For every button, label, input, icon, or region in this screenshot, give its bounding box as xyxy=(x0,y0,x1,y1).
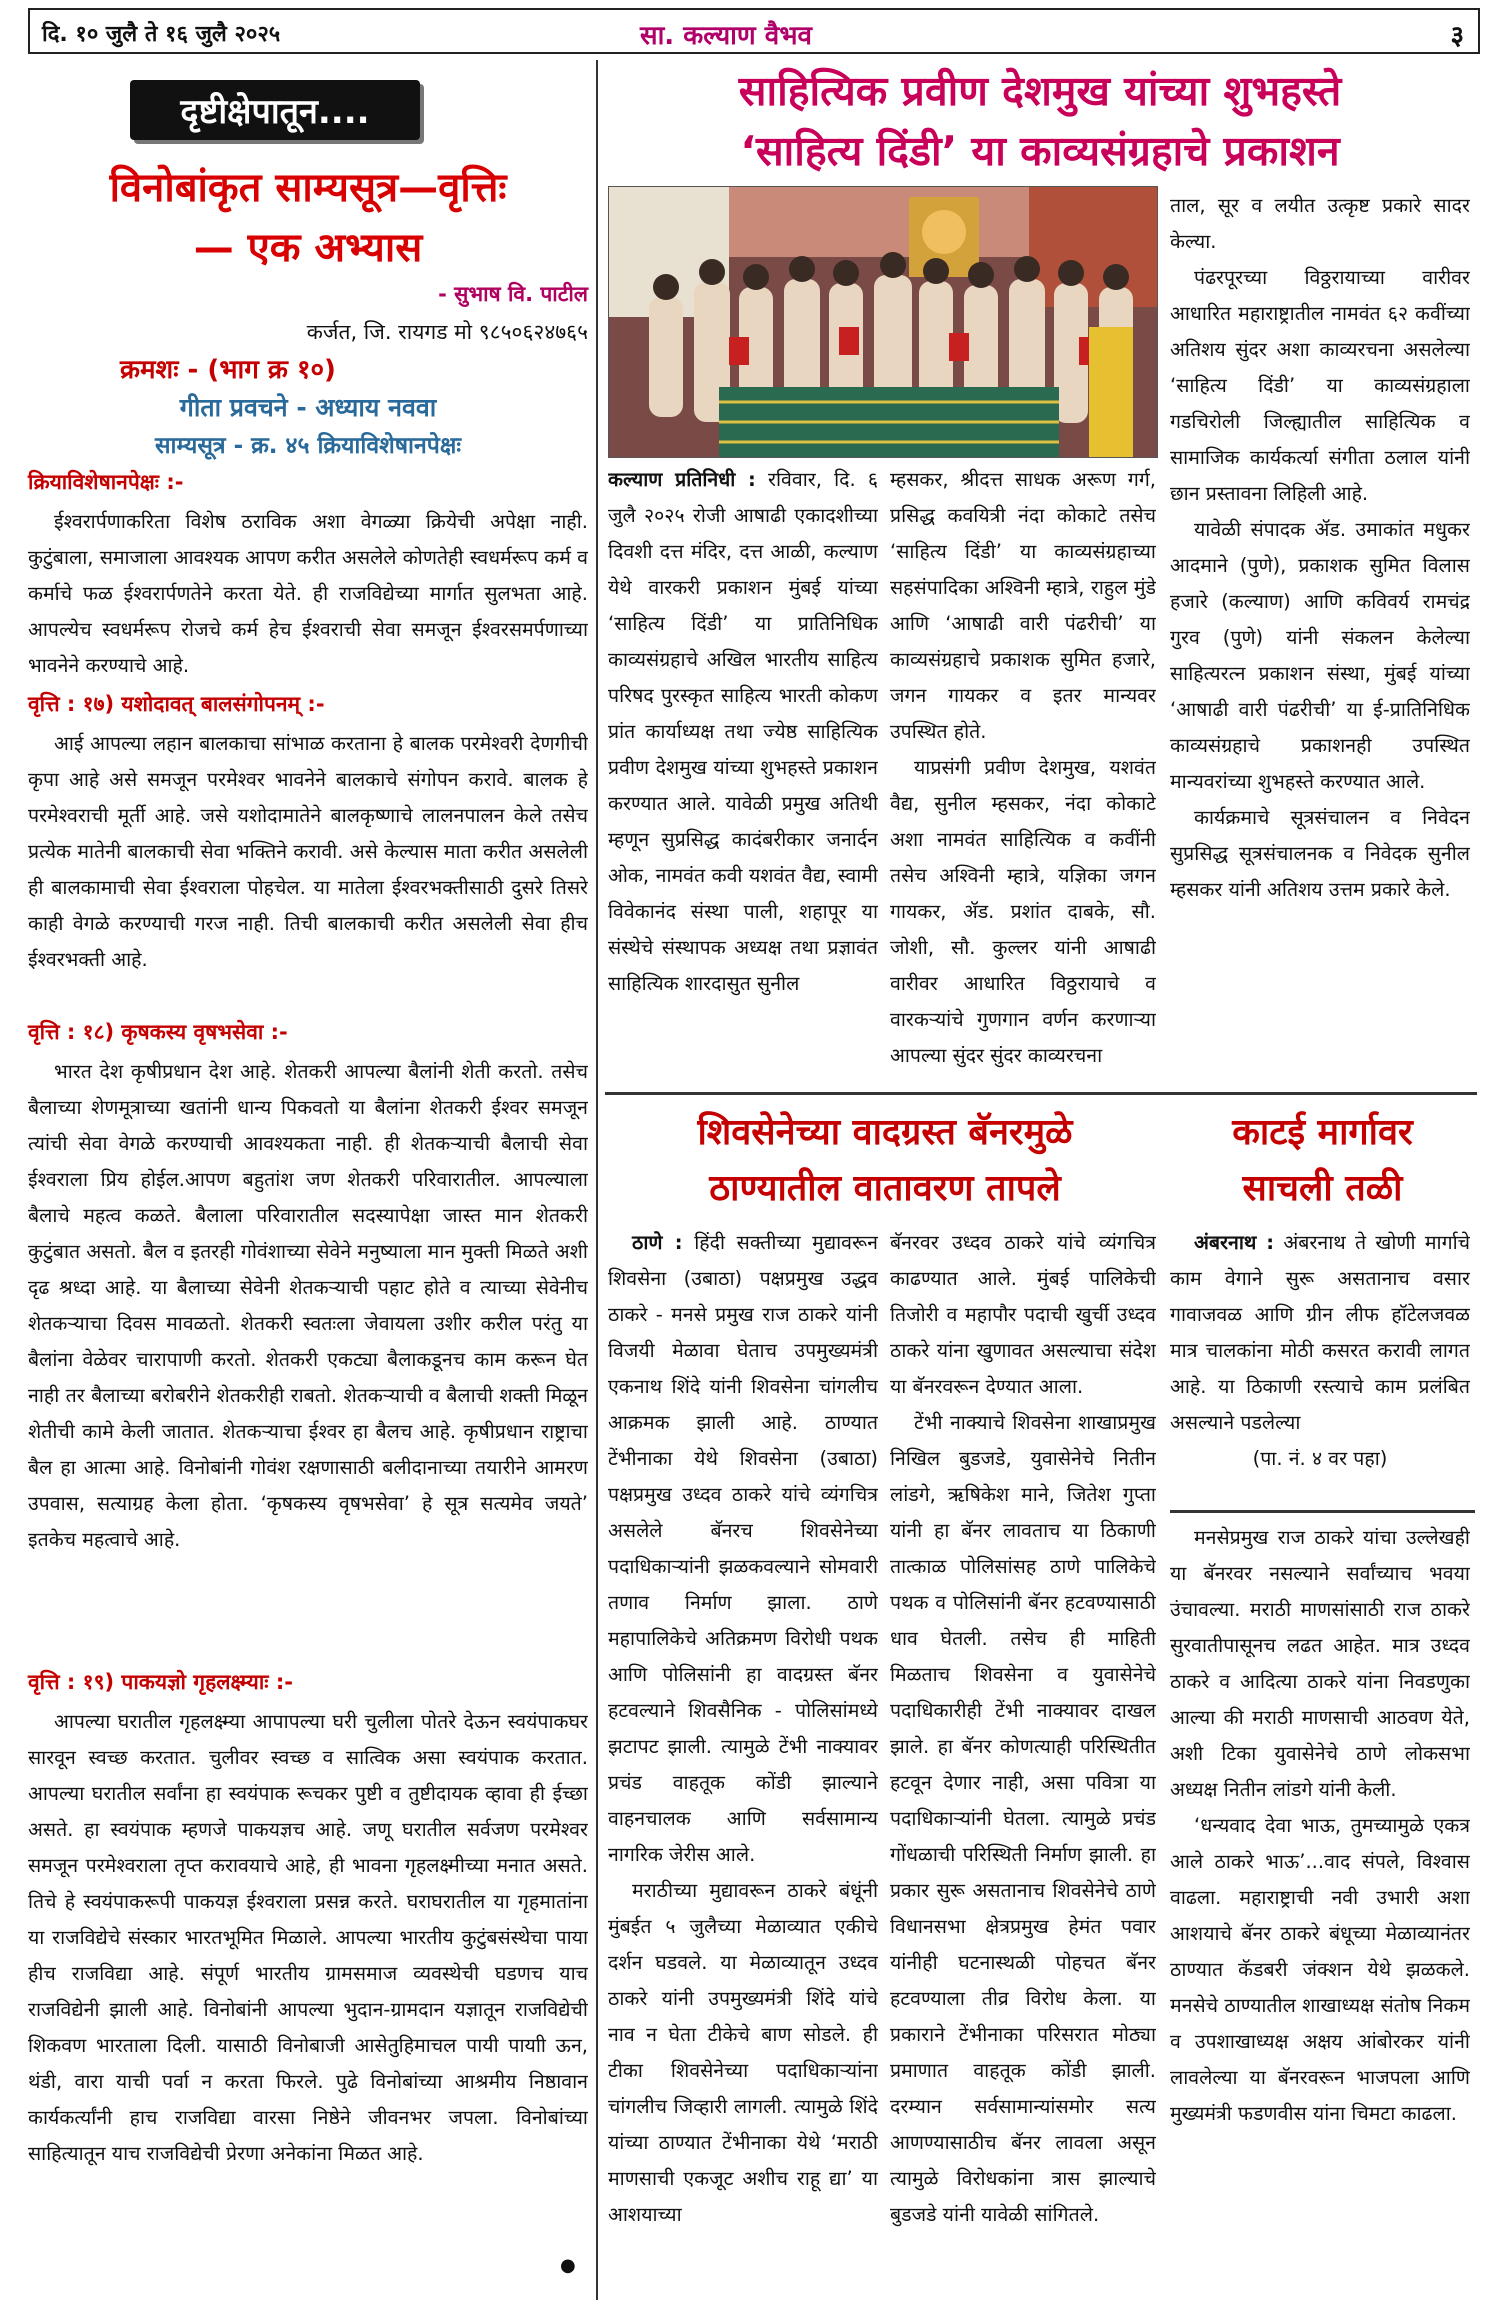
page-header xyxy=(28,8,1480,54)
banner-story-col2 xyxy=(890,1225,1156,2300)
section-heading-1: क्रियाविशेषानपेक्षः :- xyxy=(28,470,184,494)
banner-col1b-text: मराठीच्या मुद्यावरून ठाकरे बंधूंनी मुंबईत ५ जुलैच्या मेळाव्यात एकीचे दर्शन घडवले. या मेळाव्यातून उध्दव ठाकरे यांनी उपमुख्यमंत्री शिंदे यांचे नाव न घेता टीकेचे बाण सोडले. ही टीका शिवसेनेच्या पदाधिकाऱ्यांना चांगलीच जिव्हारी लागली. त्यामुळे शिंदे यांच्या ठाण्यात टेंभीनाका येथे ‘मराठी माणसाची एकजूट अशीच राहू द्या’ या आशयाच्या xyxy=(608,1879,878,2226)
issue-date: दि. १० जुलै ते १६ जुलै २०२५ xyxy=(42,22,281,47)
dateline: कल्याण प्रतिनिधी : xyxy=(608,468,756,491)
banner-dateline: ठाणे : xyxy=(632,1231,683,1254)
katai-story-body xyxy=(1170,1225,1470,1505)
banner-title-line1: शिवसेनेच्या वादग्रस्त बॅनरमुळे xyxy=(697,1112,1073,1153)
article-end-mark: ● xyxy=(560,2255,576,2276)
banner-story-col3 xyxy=(1170,1520,1470,2300)
left-title-line2: — एक अभ्यास xyxy=(193,225,423,271)
subheading-1: गीता प्रवचने - अध्याय नववा xyxy=(179,393,437,422)
banner-story-col1 xyxy=(608,1225,878,2300)
section-heading-2: वृत्ति : १७) यशोदावत् बालसंगोपनम् :- xyxy=(28,692,325,716)
author: - सुभाष वि. पाटील xyxy=(438,282,588,306)
section-heading-3: वृत्ति : १८) कृषकस्य वृषभसेवा :- xyxy=(28,1020,288,1044)
top-story-col3d-text: कार्यक्रमाचे सूत्रसंचालन व निवेदन सुप्रसिद्ध सूत्रसंचालनक व निवेदक सुनील म्हसकर यांनी अतिशय उत्तम प्रकारे केले. xyxy=(1170,806,1470,901)
paragraph-4: आपल्या घरातील गृहलक्ष्म्या आपापल्या घरी चुलीला पोतरे देऊन स्वयंपाकघर सारवून स्वच्छ करतात. चुलीवर स्वच्छ व सात्विक असा स्वयंपाक करतात. आपल्या घरातील सर्वांना हा स्वयंपाक रूचकर पुष्टी व तुष्टीदायक व्हावा ही ईच्छा असते. हा स्वयंपाक म्हणजे पाकयज्ञच आहे. जणू घरातील सर्वजण परमेश्वर समजून परमेश्वराला तृप्त करावयाचे आहे, ही भावना गृहलक्ष्मीच्या मनात असते. तिचे हे स्वयंपाकरूपी पाकयज्ञ ईश्वराला प्रसन्न करते. घराघरातील या गृहमातांना या राजविद्येचे संस्कार भारतभूमित मिळाले. आपल्या भारतीय कुटुंबसंस्थेचा पाया हीच राजविद्या आहे. संपूर्ण भारतीय ग्रामसमाज व्यवस्थेची घडणच याच राजविद्येनी झाली आहे. विनोबांनी आपल्या भुदान-ग्रामदान यज्ञातून राजविद्येची शिकवण भारताला दिली. यासाठी विनोबाजी आसेतुहिमाचल पायी पायाी ऊन, थंडी, वारा याची पर्वा न करता फिरले. पुढे विनोबांच्या आश्रमीय निष्ठावान कार्यकर्त्यांनी हाच राजविद्या वारसा निष्ठेने जीवनभर जपला. विनोबांच्या साहित्यातून याच राजविद्येची प्रेरणा अनेकांना मिळत आहे. xyxy=(28,1710,588,2165)
section-heading-4: वृत्ति : १९) पाकयज्ञो गृहलक्ष्म्याः :- xyxy=(28,1670,293,1694)
section-tag: दृष्टीक्षेपातून.... xyxy=(130,80,420,140)
banner-col2-text: बॅनरवर उध्दव ठाकरे यांचे व्यंगचित्र काढण्यात आले. मुंबई पालिकेची तिजोरी व महापौर पदाची खुर्ची उध्दव ठाकरे यांना खुणावत असल्याचा संदेश या बॅनरवरून देण्यात आला. xyxy=(890,1231,1156,1398)
series-label: क्रमशः - (भाग क्र १०) xyxy=(120,355,336,385)
subheading-2: साम्यसूत्र - क्र. ४५ क्रियाविशेषानपेक्षः xyxy=(155,433,461,459)
katai-title-line1: काटई मार्गावर xyxy=(1232,1112,1413,1153)
katai-body-text: अंबरनाथ ते खोणी मार्गाचे काम वेगाने सुरू असतानाच वसार गावाजवळ आणि ग्रीन लीफ हॉटेलजवळ मात्र चालकांना मोठी कसरत करावी लागत आहे. या ठिकाणी रस्त्याचे काम प्रलंबित असल्याने पडलेल्या xyxy=(1170,1231,1470,1434)
book-launch-photo xyxy=(609,187,1157,457)
top-story-title-line1: साहित्यिक प्रवीण देशमुख यांच्या शुभहस्ते xyxy=(738,67,1342,115)
page-number: ३ xyxy=(1450,21,1464,51)
banner-col3b-text: ‘धन्यवाद देवा भाऊ, तुमच्यामुळे एकत्र आले ठाकरे भाऊ’...वाद संपले, विश्वास वाढला. महाराष्ट्राची नवी उभारी अशा आशयाचे बॅनर ठाकरे बंधूच्या मेळाव्यानंतर ठाण्यात कॅडबरी जंक्शन येथे झळकले. मनसेचे ठाण्यातील शाखाध्यक्ष संतोष निकम व उपशाखाध्यक्ष अक्षय आंबोरकर यांनी लावलेल्या या बॅनरवरून भाजपला आणि मुख्यमंत्री फडणवीस यांना चिमटा काढला. xyxy=(1170,1814,1470,2125)
top-story-col3 xyxy=(1170,188,1470,1088)
katai-dateline: अंबरनाथ : xyxy=(1194,1231,1275,1254)
banner-title-line2: ठाण्यातील वातावरण तापले xyxy=(709,1168,1061,1209)
katai-title-line2: साचली तळी xyxy=(1242,1168,1403,1209)
newspaper-name: सा. कल्याण वैभव xyxy=(640,21,812,51)
left-title-line1: विनोबांकृत साम्यसूत्र—वृत्तिः xyxy=(109,165,507,211)
top-story-col1 xyxy=(608,462,878,1084)
event-photo xyxy=(608,186,1158,458)
paragraph-3: भारत देश कृषीप्रधान देश आहे. शेतकरी आपल्या बैलांनी शेती करतो. तसेच बैलाच्या शेणमूत्राच्या खतांनी धान्य पिकवतो या बैलांना शेतकरी ईश्वर समजून त्यांची सेवा वेगळे करण्याची आवश्यकता नाही. ही शेतकऱ्याची बैलाची सेवा ईश्वराला प्रिय होईल.आपण बहुतांश जण शेतकरी परिवारातील. आपल्याला बैलाचे महत्व कळते. बैलाला परिवारातील सदस्यापेक्षा जास्त मान शेतकरी कुटुंबात असतो. बैल व इतरही गोवंशाच्या सेवेने मनुष्याला मान मुक्ती मिळते अशी दृढ श्रध्दा आहे. या बैलाच्या सेवेनी शेतकऱ्याची पहाट होते व त्याच्या सेवेनीच शेतकऱ्याचा दिवस मावळतो. शेतकरी स्वतःला जेवायला उशीर करील परंतु या बैलांना वेळेवर चारापाणी करतो. शेतकरी एकट्या बैलाकडूनच काम करून घेत नाही तर बैलाच्या बरोबरीने शेतकरीही राबतो. शेतकऱ्याची व बैलाची शक्ती मिळून शेतीची कामे केली जातात. शेतकऱ्याचा ईश्वर हा बैलच आहे. कृषीप्रधान राष्ट्राचा बैल हा आत्मा आहे. विनोबांनी गोवंश रक्षणासाठी बलीदानाच्या तयारीने आमरण उपवास, सत्याग्रह केला होता. ‘कृषकस्य वृषभसेवा’ हे सूत्र सत्यमेव जयते’ इतकेच महत्वाचे आहे. xyxy=(28,1060,588,1551)
top-story-col2 xyxy=(890,462,1156,1084)
paragraph-2: आई आपल्या लहान बालकाचा सांभाळ करताना हे बालक परमेश्वरी देणगीची कृपा आहे असे समजून परमेश्वर भावनेने बालकाचे संगोपन करावे. बालक हे परमेश्वराची मूर्ती आहे. जसे यशोदामातेने बालकृष्णाचे लालनपालन केले तसेच प्रत्येक मातेनी बालकाची सेवा भक्तिने करावी. असे केल्यास माता करीत असलेली ही बालकामाची सेवा ईश्वराला पोहचेल. या मातेला ईश्वरभक्तीसाठी दुसरे तिसरे काही वेगळे करण्याची गरज नाही. तिची बालकाची करीत असलेली सेवा हीच ईश्वरभक्ती आहे. xyxy=(28,732,588,971)
banner-col1-text: हिंदी सक्तीच्या मुद्यावरून शिवसेना (उबाठा) पक्षप्रमुख उद्धव ठाकरे - मनसे प्रमुख राज ठाकरे यांनी विजयी मेळावा घेताच उपमुख्यमंत्री एकनाथ शिंदे यांनी शिवसेना चांगलीच आक्रमक झाली आहे. ठाण्यात टेंभीनाका येथे शिवसेना (उबाठा) पक्षप्रमुख उध्दव ठाकरे यांचे व्यंगचित्र असलेले बॅनरच शिवसेनेच्या पदाधिकाऱ्यांनी झळकवल्याने सोमवारी तणाव निर्माण झाला. ठाणे महापालिकेचे अतिक्रमण विरोधी पथक आणि पोलिसांनी हा वादग्रस्त बॅनर हटवल्याने शिवसैनिक - पोलिसांमध्ये झटापट झाली. त्यामुळे टेंभी नाक्यावर प्रचंड वाहतूक कोंडी झाल्याने वाहनचालक आणि सर्वसामान्य नागरिक जेरीस आले. xyxy=(608,1231,878,1866)
author-place: कर्जत, जि. रायगड मो ९८५०६२४७६५ xyxy=(306,320,588,344)
column-divider xyxy=(596,60,598,2300)
left-article-title xyxy=(28,158,588,278)
banner-col2b-text: टेंभी नाक्याचे शिवसेना शाखाप्रमुख निखिल बुडजडे, युवासेनेचे नितीन लांडगे, ऋषिकेश माने, जितेश गुप्ता यांनी हा बॅनर लावताच या ठिकाणी तात्काळ पोलिसांसह ठाणे पालिकेचे पथक व पोलिसांनी बॅनर हटवण्यासाठी धाव घेतली. तसेच ही माहिती मिळताच शिवसेना व युवासेनेचे पदाधिकारीही टेंभी नाक्यावर दाखल झाले. हा बॅनर कोणत्याही परिस्थितीत हटवून देणार नाही, असा पवित्रा या पदाधिकाऱ्यांनी घेतला. त्यामुळे प्रचंड गोंधळाची परिस्थिती निर्माण झाली. हा प्रकार सुरू असतानाच शिवसेनेचे ठाणे विधानसभा क्षेत्रप्रमुख हेमंत पवार यांनीही घटनास्थळी पोहचत बॅनर हटवण्याला तीव्र विरोध केला. या प्रकाराने टेंभीनाका परिसरात मोठ्या प्रमाणात वाहतूक कोंडी झाली. दरम्यान सर्वसामान्यांसमोर सत्य आणण्यासाठीच बॅनर लावला असून त्यामुळे विरोधकांना त्रास झाल्याचे बुडजडे यांनी यावेळी सांगितले. xyxy=(890,1411,1156,2226)
top-story-title-line2: ‘साहित्य दिंडी’ या काव्यसंग्रहाचे प्रकाशन xyxy=(740,127,1340,175)
top-story-col3a-text: ताल, सूर व लयीत उत्कृष्ट प्रकारे सादर केल्या. xyxy=(1170,194,1470,253)
katai-divider xyxy=(1170,1510,1475,1513)
paragraph-1: ईश्वरार्पणाकरिता विशेष ठराविक अशा वेगळ्या क्रियेची अपेक्षा नाही. कुटुंबाला, समाजाला आवश्यक आपण करीत असलेले कोणतेही स्वधर्मरूप कर्म व कर्माचे फळ ईश्वरार्पणतेने करता येते. ही राजविद्येच्या मार्गात सुलभता आहे. आपल्येच स्वधर्मरूप रोजचे कर्म हेच ईश्वराची सेवा समजून ईश्वरसमर्पणाच्या भावनेने करण्याचे आहे. xyxy=(28,510,588,677)
banner-story-title xyxy=(600,1105,1170,1217)
top-story-col3c-text: यावेळी संपादक ॲड. उमाकांत मधुकर आदमाने (पुणे), प्रकाशक सुमित विलास हजारे (कल्याण) आणि कविवर्य रामचंद्र गुरव (पुणे) यांनी संकलन केलेल्या साहित्यरत्न प्रकाशन संस्था, मुंबई यांच्या ‘आषाढी वारी पंढरीची’ या ई-प्रातिनिधिक काव्यसंग्रहाचे प्रकाशनही उपस्थित मान्यवरांच्या शुभहस्ते करण्यात आले. xyxy=(1170,518,1470,793)
katai-story-title xyxy=(1170,1105,1475,1217)
top-story-col1-text: रविवार, दि. ६ जुलै २०२५ रोजी आषाढी एकादशीच्या दिवशी दत्त मंदिर, दत्त आळी, कल्याण येथे वारकरी प्रकाशन मुंबई यांच्या ‘साहित्य दिंडी’ या प्रातिनिधिक काव्यसंग्रहाचे अखिल भारतीय साहित्य परिषद पुरस्कृत साहित्य भारती कोकण प्रांत कार्याध्यक्ष तथा ज्येष्ठ साहित्यिक प्रवीण देशमुख यांच्या शुभहस्ते प्रकाशन करण्यात आले. यावेळी प्रमुख अतिथी म्हणून सुप्रसिद्ध कादंबरीकार जनार्दन ओक, नामवंत कवी यशवंत वैद्य, स्वामी विवेकानंद संस्था पाली, शहापूर या संस्थेचे संस्थापक अध्यक्ष तथा प्रज्ञावंत साहित्यिक शारदासुत सुनील xyxy=(608,468,878,995)
story-divider xyxy=(605,1092,1477,1095)
continued-note: (पा. नं. ४ वर पहा) xyxy=(1252,1447,1388,1470)
top-story-col2-text: म्हसकर, श्रीदत्त साधक अरूण गर्ग, प्रसिद्ध कवयित्री नंदा कोकाटे तसेच ‘साहित्य दिंडी’ या काव्यसंग्रहाच्या सहसंपादिका अश्विनी म्हात्रे, राहुल मुंडे आणि ‘आषाढी वारी पंढरीची’ या काव्यसंग्रहाचे प्रकाशक सुमित हजारे, जगन गायकर व इतर मान्यवर उपस्थित होते. xyxy=(890,468,1156,743)
top-story-col2b-text: याप्रसंगी प्रवीण देशमुख, यशवंत वैद्य, सुनील म्हसकर, नंदा कोकाटे अशा नामवंत साहित्यिक व कवींनी तसेच अश्विनी म्हात्रे, यज्ञिका जगन गायकर, ॲड. प्रशांत दाबके, सौ. जोशी, सौ. कुल्लर यांनी आषाढी वारीवर आधारित विठ्ठरायाचे व वारकऱ्यांचे गुणगान वर्णन करणाऱ्या आपल्या सुंदर सुंदर काव्यरचना xyxy=(890,756,1156,1067)
top-story-col3b-text: पंढरपूरच्या विठ्ठरायाच्या वारीवर आधारित महाराष्ट्रातील नामवंत ६२ कवींच्या अतिशय सुंदर अशा काव्यरचना असलेल्या ‘साहित्य दिंडी’ या काव्यसंग्रहाला गडचिरोली जिल्ह्यातील साहित्यिक व सामाजिक कार्यकर्त्या संगीता ठलाल यांनी छान प्रस्तावना लिहिली आहे. xyxy=(1170,266,1470,505)
banner-col3-text: मनसेप्रमुख राज ठाकरे यांचा उल्लेखही या बॅनरवर नसल्याने सर्वांच्याच भवया उंचावल्या. मराठी माणसांसाठी राज ठाकरे सुरवातीपासूनच लढत आहेत. मात्र उध्दव ठाकरे व आदित्या ठाकरे यांना निवडणुका आल्या की मराठी माणसाची आठवण येते, अशी टिका युवासेनेचे ठाणे लोकसभा अध्यक्ष नितीन लांडगे यांनी केली. xyxy=(1170,1526,1470,1801)
